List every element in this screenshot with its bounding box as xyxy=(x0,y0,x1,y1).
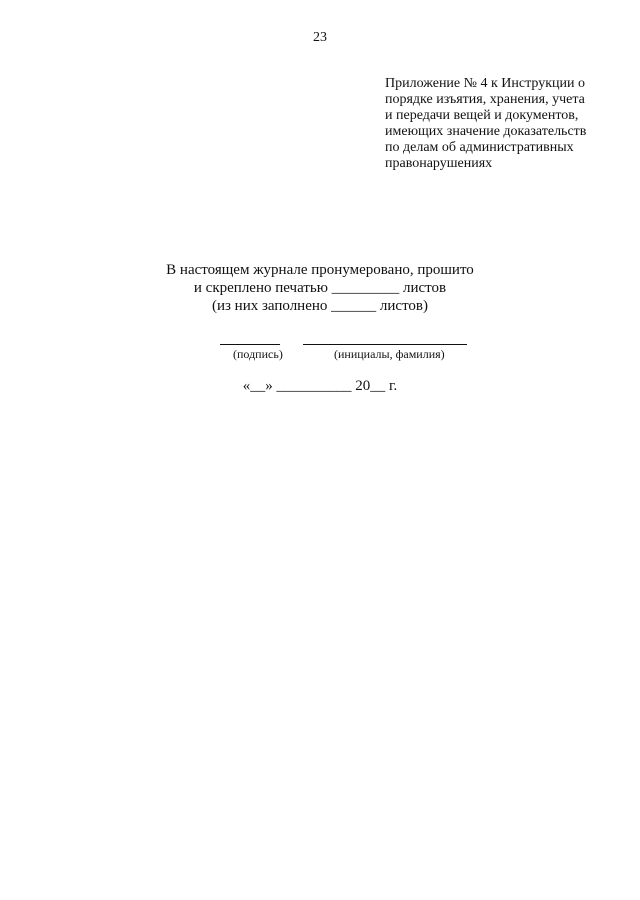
name-caption: (инициалы, фамилия) xyxy=(334,347,445,361)
signature-line xyxy=(220,344,280,345)
journal-certification xyxy=(0,261,640,315)
signature-block xyxy=(0,330,640,370)
signature-caption: (подпись) xyxy=(233,347,283,361)
journal-line-1: В настоящем журнале пронумеровано, прошито xyxy=(166,262,474,278)
journal-line-2: и скреплено печатью _________ листов xyxy=(193,280,447,296)
appendix-reference: Приложение № 4 к Инструкции о порядке изъятия, хранения, учета и передачи вещей и документов, имеющих значение доказательств по делам об административных правонарушениях xyxy=(385,76,587,171)
journal-line-3: (из них заполнено ______ листов) xyxy=(211,298,429,314)
name-line xyxy=(303,344,467,345)
page-number: 23 xyxy=(313,30,327,45)
date-line: «__» __________ 20__ г. xyxy=(242,378,398,394)
